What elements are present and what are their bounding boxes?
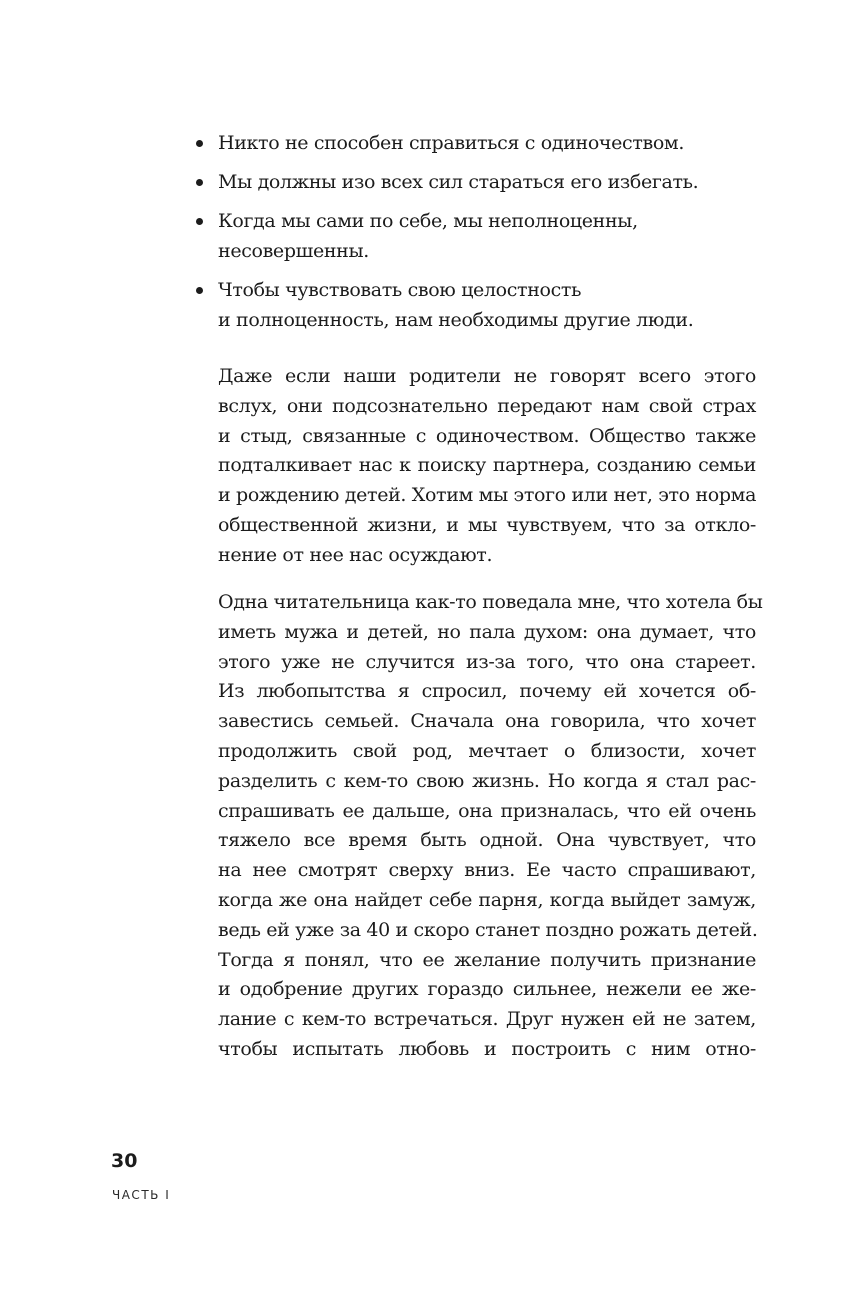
page-number: 30 <box>111 1150 138 1172</box>
bullet-item <box>190 128 770 158</box>
bullet-text-line: Никто не способен справиться с одиночеством. <box>218 132 685 154</box>
text-line: продолжить свой род, мечтает о близости, хочет <box>218 739 756 762</box>
text-line: и стыд, связанные с одиночеством. Общество также <box>218 424 756 447</box>
text-line: вслух, они подсознательно передают нам свой страх <box>218 394 756 417</box>
text-line: Тогда я понял, что ее желание получить признание <box>218 948 756 971</box>
text-line: когда же она найдет себе парня, когда выйдет замуж, <box>218 888 756 911</box>
bullet-dot-icon <box>196 218 203 225</box>
bullet-dot-icon <box>196 179 203 186</box>
text-line: Одна читательница как-то поведала мне, что хотела бы <box>218 591 763 613</box>
paragraph-1 <box>218 362 756 571</box>
paragraph-2 <box>218 588 763 1065</box>
bullet-item <box>190 206 770 266</box>
text-line: на нее смотрят сверху вниз. Ее часто спрашивают, <box>218 859 756 882</box>
bullet-text-line: Мы должны изо всех сил стараться его избегать. <box>218 171 699 193</box>
bullet-list <box>190 128 770 344</box>
text-line: нение от нее нас осуждают. <box>218 543 493 566</box>
text-line: завестись семьей. Сначала она говорила, что хочет <box>218 710 756 733</box>
text-line: общественной жизни, и мы чувствуем, что за откло- <box>218 513 756 536</box>
bullet-item <box>190 275 770 335</box>
text-line: и одобрение других гораздо сильнее, нежели ее же- <box>218 978 756 1001</box>
text-line: спрашивать ее дальше, она призналась, что ей очень <box>218 799 756 822</box>
text-line: чтобы испытать любовь и построить с ним отно- <box>218 1037 756 1060</box>
bullet-text-line: Чтобы чувствовать свою целостность <box>218 279 582 301</box>
text-line: лание с кем-то встречаться. Друг нужен ей не затем, <box>218 1008 756 1031</box>
text-line: ведь ей уже за 40 и скоро станет поздно рожать детей. <box>218 918 758 941</box>
bullet-dot-icon <box>196 287 203 294</box>
text-line: этого уже не случится из-за того, что она стареет. <box>218 650 756 673</box>
text-line: Из любопытства я спросил, почему ей хочется об- <box>218 680 756 703</box>
bullet-dot-icon <box>196 140 203 147</box>
bullet-item <box>190 167 770 197</box>
bullet-text-line: несовершенны. <box>218 240 369 262</box>
text-line: разделить с кем-то свою жизнь. Но когда я стал рас- <box>218 769 756 792</box>
text-line: Даже если наши родители не говорят всего этого <box>218 365 756 387</box>
bullet-text-line: Когда мы сами по себе, мы неполноценны, <box>218 210 638 232</box>
text-line: тяжело все время быть одной. Она чувствует, что <box>218 829 756 852</box>
text-line: иметь мужа и детей, но пала духом: она думает, что <box>218 620 756 643</box>
text-line: подталкивает нас к поиску партнера, созданию семьи <box>218 454 756 477</box>
text-line: и рождению детей. Хотим мы этого или нет, это норма <box>218 484 757 507</box>
bullet-text-line: и полноценность, нам необходимы другие люди. <box>218 309 694 331</box>
running-head: ЧАСТЬ I <box>112 1188 171 1202</box>
